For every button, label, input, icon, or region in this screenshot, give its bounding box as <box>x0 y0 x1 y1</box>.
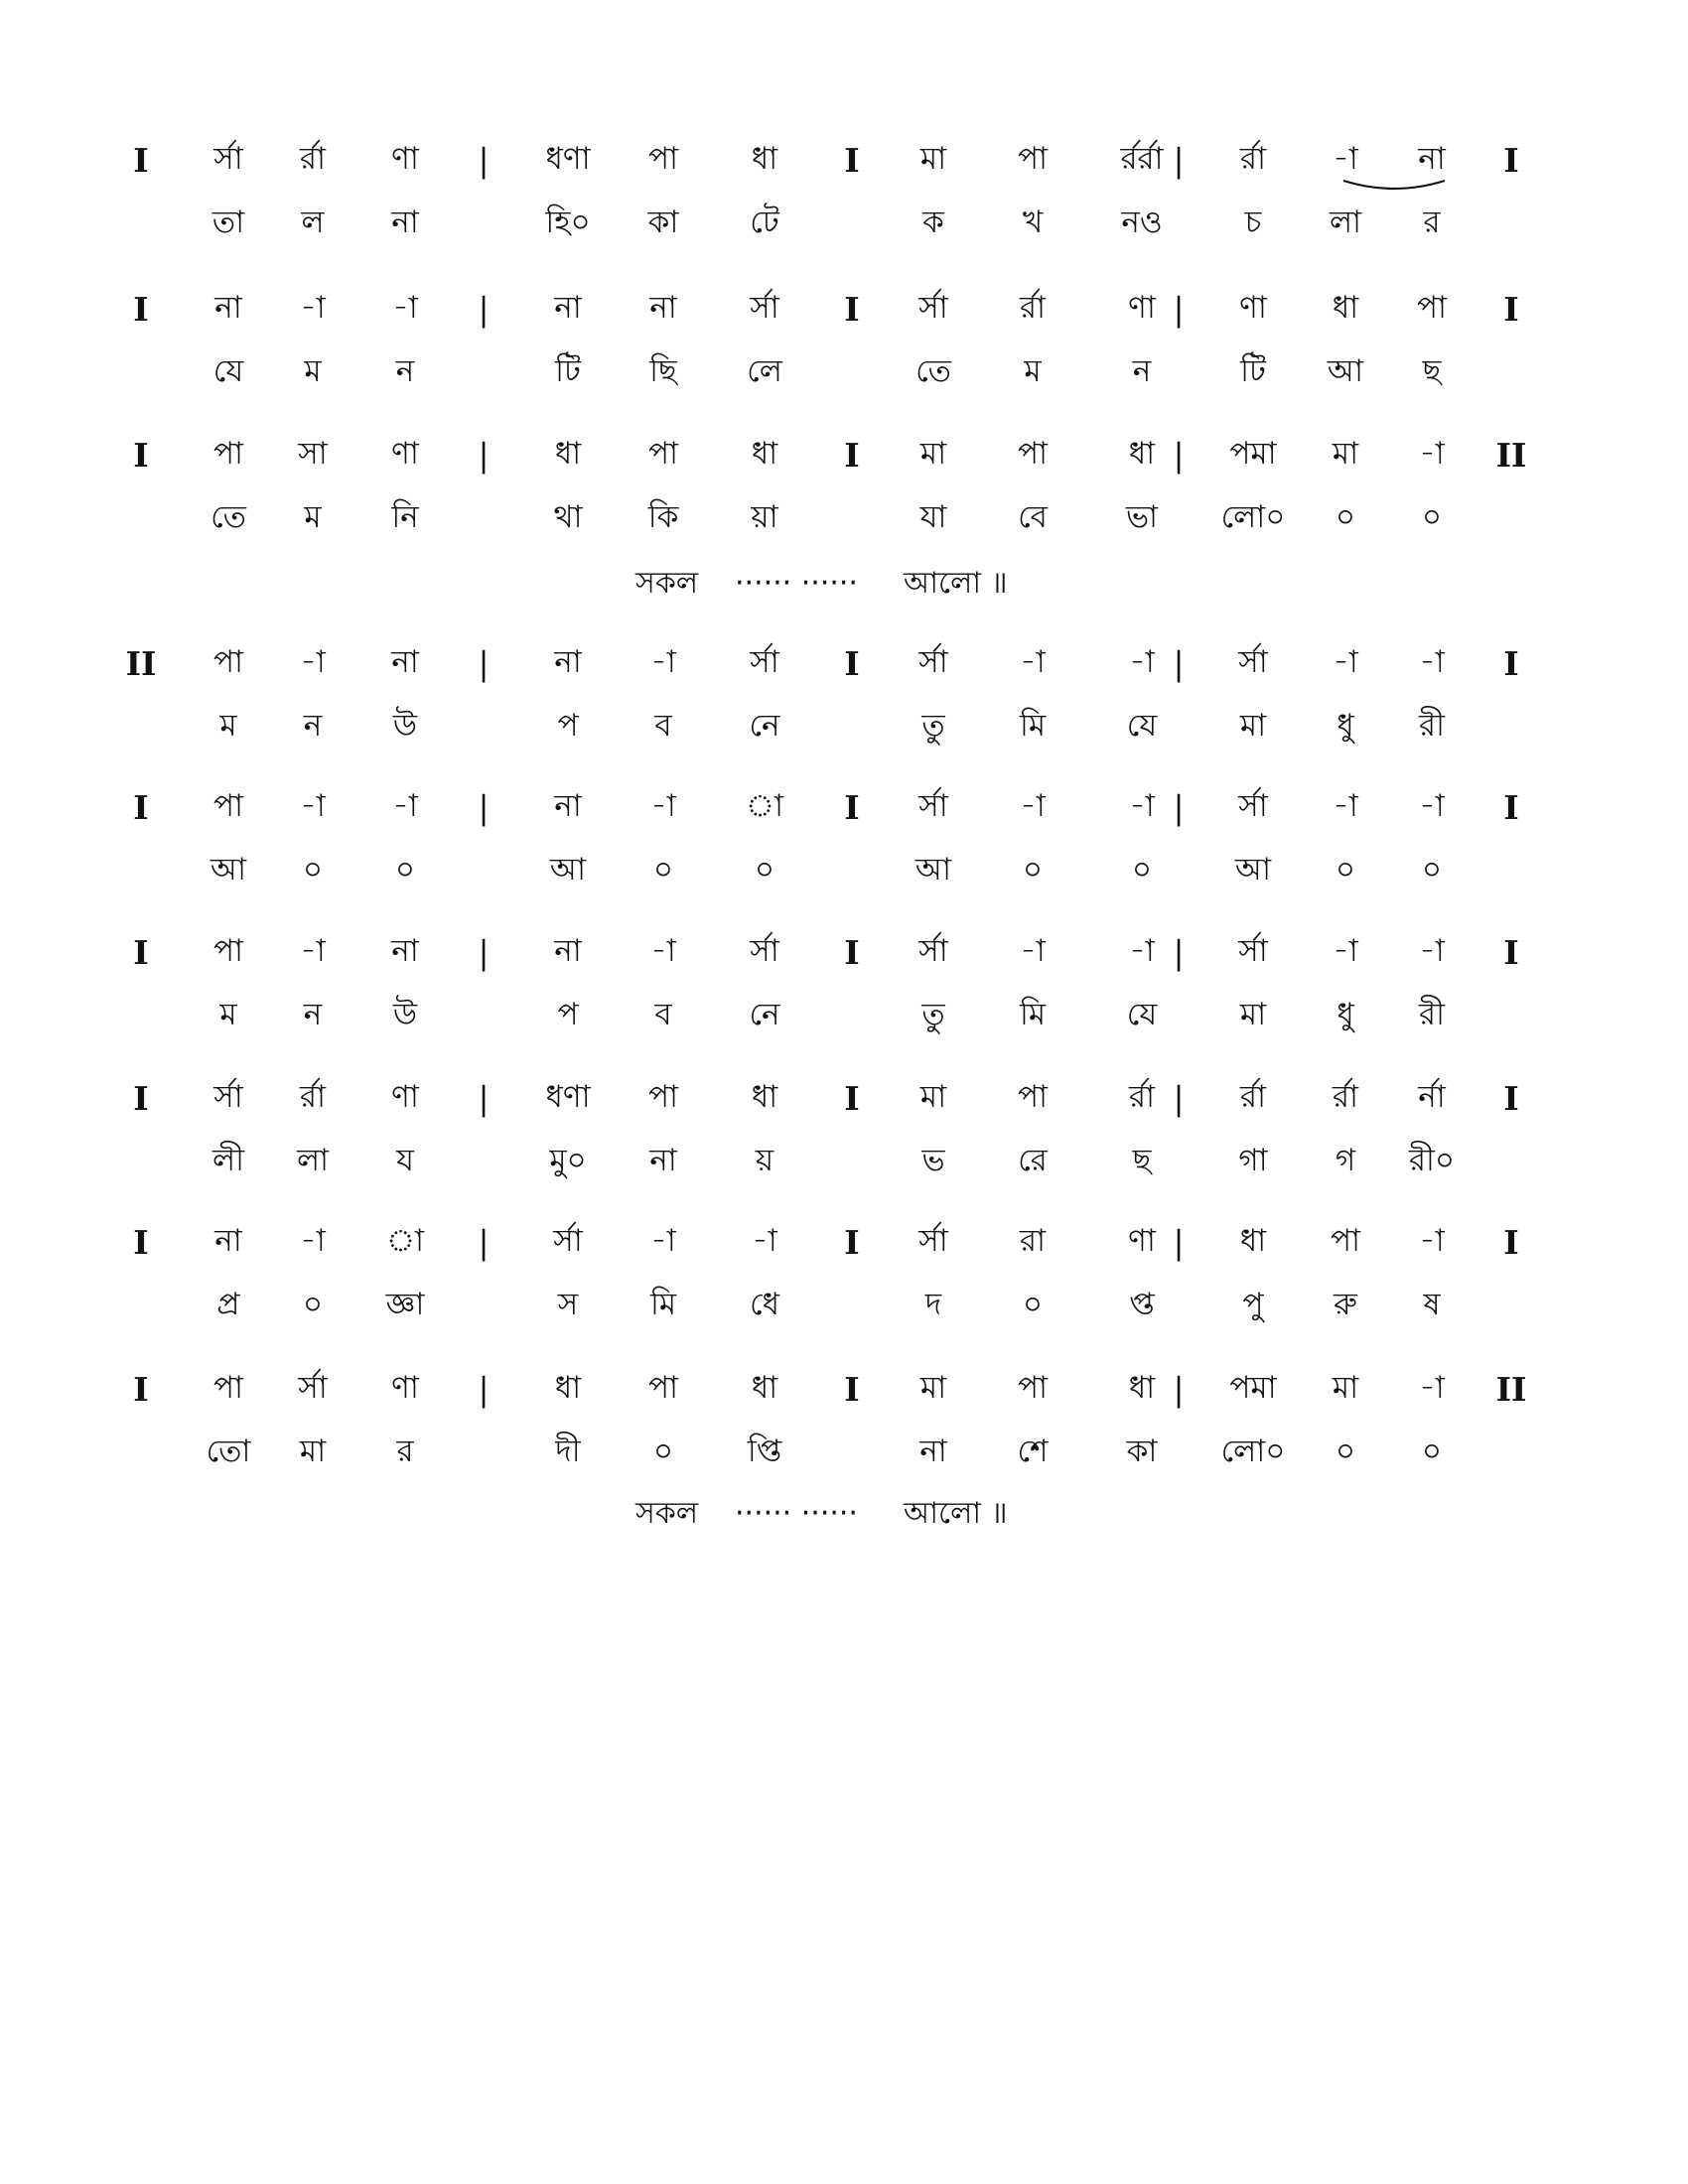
notation-line <box>0 434 1688 573</box>
swara-note: র্রা <box>299 1079 327 1115</box>
bar-line: I <box>1503 290 1519 329</box>
swara-note: পা <box>1416 290 1448 326</box>
bar-line: I <box>133 1079 149 1118</box>
swara-note: না <box>554 933 582 969</box>
swara-note: -া <box>650 788 676 824</box>
bar-line: | <box>478 1370 490 1409</box>
swara-note: র্রর্রা <box>1120 141 1164 177</box>
swara-note: র্সা <box>1238 788 1268 824</box>
swara-note: ধা <box>1128 1370 1156 1406</box>
swara-note: -া <box>300 644 326 680</box>
swara-note: -া <box>300 788 326 824</box>
lyric-syllable: ম <box>304 353 322 389</box>
lyric-syllable: মি <box>649 1287 677 1322</box>
lyric-syllable: রী <box>1419 708 1445 744</box>
notation-line <box>0 642 1688 781</box>
bar-line: | <box>478 788 490 827</box>
bar-line: I <box>844 1079 860 1118</box>
bar-line: | <box>1173 1223 1185 1262</box>
swara-note: -া <box>650 644 676 680</box>
lyric-syllable: রে <box>1018 1143 1048 1178</box>
bar-line: | <box>1173 290 1185 329</box>
notation-line <box>0 1077 1688 1216</box>
lyric-syllable: য়া <box>751 499 778 535</box>
lyric-syllable: লে <box>747 353 782 389</box>
lyric-syllable: তে <box>915 353 951 389</box>
lyric-syllable: টি <box>1240 353 1266 389</box>
swara-note: -া <box>1129 788 1155 824</box>
lyric-syllable: ধে <box>750 1287 779 1322</box>
lyric-syllable: ০ <box>1421 499 1443 535</box>
swara-note: পা <box>647 1079 679 1115</box>
swara-note: পা <box>647 436 679 472</box>
lyric-syllable: হি০ <box>545 205 591 240</box>
swara-note: ধা <box>1239 1223 1267 1259</box>
lyric-syllable: র <box>396 1433 414 1469</box>
swara-note: পা <box>647 1370 679 1406</box>
swara-note: মা <box>919 1370 947 1406</box>
notation-line <box>0 139 1688 278</box>
swara-note: -া <box>300 1223 326 1259</box>
swara-note: না <box>554 788 582 824</box>
lyric-syllable: ০ <box>1421 852 1443 887</box>
swara-note: পা <box>1017 141 1049 177</box>
swara-note: ধা <box>751 141 778 177</box>
lyric-syllable: টি <box>555 353 581 389</box>
lyric-syllable: ০ <box>1131 852 1153 887</box>
swara-note: -া <box>1333 788 1358 824</box>
lyric-syllable: ০ <box>1022 852 1044 887</box>
lyric-syllable: লা <box>296 1143 330 1178</box>
bar-line: I <box>133 933 149 972</box>
swara-note: ধা <box>751 436 778 472</box>
lyric-syllable: নে <box>749 708 780 744</box>
lyric-syllable: আ <box>549 852 587 887</box>
swara-note: -া <box>1333 141 1358 177</box>
bar-line: I <box>1503 1079 1519 1118</box>
lyric-syllable: নি <box>391 499 419 535</box>
swara-note: ণা <box>391 1079 419 1115</box>
refrain-dots: ······ ······ <box>735 1496 858 1531</box>
lyric-syllable: প <box>557 708 579 744</box>
lyric-syllable: তু <box>921 997 945 1032</box>
lyric-syllable: র <box>1423 205 1441 240</box>
swara-note: ণা <box>1128 1223 1156 1259</box>
lyric-syllable: বে <box>1018 499 1048 535</box>
lyric-syllable: উ <box>392 708 418 744</box>
lyric-syllable: ০ <box>754 852 775 887</box>
bar-line: | <box>478 933 490 972</box>
notation-line <box>0 1221 1688 1360</box>
lyric-syllable: লা <box>1329 205 1362 240</box>
swara-note: র্রা <box>1239 1079 1267 1115</box>
bar-line: I <box>133 788 149 827</box>
swara-note: পা <box>212 1370 244 1406</box>
bar-line: II <box>1495 1370 1527 1409</box>
notation-line <box>0 288 1688 427</box>
refrain-end: আলো ॥ <box>904 1496 1008 1531</box>
lyric-syllable: ০ <box>1421 1433 1443 1469</box>
lyric-syllable: লো০ <box>1220 1433 1286 1469</box>
lyric-syllable: তো <box>206 1433 251 1469</box>
swara-note: পা <box>212 933 244 969</box>
lyric-syllable: ০ <box>1022 1287 1044 1322</box>
swara-note: না <box>554 290 582 326</box>
lyric-syllable: ০ <box>652 1433 674 1469</box>
swara-note: র্সা <box>213 141 243 177</box>
bar-line: I <box>1503 1223 1519 1262</box>
lyric-syllable: চ <box>1244 205 1262 240</box>
lyric-syllable: কা <box>1126 1433 1158 1469</box>
swara-note: না <box>649 290 677 326</box>
bar-line: I <box>844 436 860 475</box>
swara-note: ধা <box>751 1370 778 1406</box>
swara-note: পমা <box>1229 436 1277 472</box>
lyric-syllable: ০ <box>1335 852 1356 887</box>
swara-note: না <box>554 644 582 680</box>
swara-note: না <box>391 644 419 680</box>
lyric-syllable: ম <box>1024 353 1042 389</box>
lyric-syllable: কি <box>647 499 679 535</box>
lyric-syllable: ন <box>303 708 323 744</box>
swara-note: র্সা <box>750 290 779 326</box>
lyric-syllable: ধু <box>1336 708 1354 744</box>
lyric-syllable: থা <box>553 499 583 535</box>
lyric-syllable: খ <box>1022 205 1044 240</box>
swara-note: র্না <box>1418 1079 1446 1115</box>
bar-line: I <box>844 1223 860 1262</box>
swara-note: ণা <box>1239 290 1267 326</box>
lyric-syllable: প্তি <box>747 1433 782 1469</box>
lyric-syllable: ছ <box>1422 353 1442 389</box>
bar-line: | <box>1173 644 1185 683</box>
swara-note: -া <box>1419 436 1445 472</box>
swara-note: ধণা <box>545 1079 591 1115</box>
swara-note: -া <box>392 290 418 326</box>
swara-note: না <box>214 1223 242 1259</box>
lyric-syllable: মা <box>1239 997 1267 1032</box>
lyric-syllable: গ <box>1335 1143 1356 1178</box>
refrain-dots: ······ ······ <box>735 566 858 601</box>
swara-note: রা <box>1019 1223 1047 1259</box>
lyric-syllable: প্র <box>216 1287 240 1322</box>
lyric-syllable: ০ <box>302 1287 324 1322</box>
lyric-syllable: ন <box>303 997 323 1032</box>
lyric-syllable: ব <box>654 997 672 1032</box>
swara-note: -া <box>1333 933 1358 969</box>
lyric-syllable: দ <box>924 1287 942 1322</box>
lyric-syllable: স <box>557 1287 579 1322</box>
bar-line: | <box>478 141 490 180</box>
lyric-syllable: দী <box>555 1433 581 1469</box>
swara-note: -া <box>1419 644 1445 680</box>
bar-line: I <box>844 1370 860 1409</box>
swara-note: -া <box>1020 644 1046 680</box>
swara-note: র্সা <box>1238 933 1268 969</box>
swara-note: -া <box>1020 933 1046 969</box>
bar-line: I <box>133 290 149 329</box>
lyric-syllable: আ <box>914 852 952 887</box>
lyric-syllable: ম <box>219 708 237 744</box>
bar-line: | <box>478 1223 490 1262</box>
swara-note: র্সা <box>918 644 948 680</box>
lyric-syllable: নে <box>749 997 780 1032</box>
lyric-syllable: ষ <box>1423 1287 1441 1322</box>
bar-line: I <box>844 290 860 329</box>
swara-note: পা <box>212 644 244 680</box>
swara-note: -া <box>392 788 418 824</box>
refrain-start: সকল <box>635 1496 699 1531</box>
lyric-syllable: রী০ <box>1408 1143 1456 1178</box>
lyric-syllable: য <box>396 1143 414 1178</box>
notation-line <box>0 1368 1688 1507</box>
lyric-syllable: ছি <box>649 353 677 389</box>
swara-note: া <box>745 788 784 824</box>
lyric-syllable: ০ <box>1335 1433 1356 1469</box>
lyric-syllable: ছ <box>1132 1143 1152 1178</box>
refrain-end: আলো ॥ <box>904 566 1008 601</box>
lyric-syllable: ০ <box>394 852 416 887</box>
lyric-syllable: তু <box>921 708 945 744</box>
swara-note: -া <box>1129 933 1155 969</box>
bar-line: | <box>1173 141 1185 180</box>
lyric-syllable: আ <box>1327 353 1364 389</box>
bar-line: I <box>1503 141 1519 180</box>
lyric-syllable: ০ <box>652 852 674 887</box>
bar-line: I <box>1503 933 1519 972</box>
swara-note: র্সা <box>213 1079 243 1115</box>
swara-note: ণা <box>391 1370 419 1406</box>
lyric-syllable: ম <box>219 997 237 1032</box>
swara-note: পমা <box>1229 1370 1277 1406</box>
bar-line: | <box>1173 933 1185 972</box>
swara-note: ধা <box>1332 290 1359 326</box>
bar-line: I <box>133 436 149 475</box>
lyric-syllable: ধু <box>1336 997 1354 1032</box>
bar-line: I <box>844 644 860 683</box>
swara-note: পা <box>647 141 679 177</box>
lyric-syllable: ভা <box>1125 499 1159 535</box>
swara-note: া <box>385 1223 425 1259</box>
swara-note: ণা <box>391 436 419 472</box>
lyric-syllable: আ <box>1234 852 1272 887</box>
swara-note: ধা <box>1128 436 1156 472</box>
swara-note: ণা <box>1128 290 1156 326</box>
swara-note: পা <box>1017 436 1049 472</box>
refrain-line <box>0 564 1688 608</box>
bar-line: I <box>133 1223 149 1262</box>
lyric-syllable: গা <box>1238 1143 1268 1178</box>
bar-line: | <box>1173 788 1185 827</box>
swara-note: র্সা <box>1238 644 1268 680</box>
lyric-syllable: পু <box>1242 1287 1264 1322</box>
swara-note: র্রা <box>1128 1079 1156 1115</box>
lyric-syllable: যে <box>212 353 244 389</box>
swara-note: মা <box>919 436 947 472</box>
lyric-syllable: লো০ <box>1220 499 1286 535</box>
lyric-syllable: রী <box>1419 997 1445 1032</box>
lyric-syllable: আ <box>210 852 247 887</box>
lyric-syllable: রু <box>1334 1287 1357 1322</box>
notation-line <box>0 786 1688 925</box>
lyric-syllable: উ <box>392 997 418 1032</box>
lyric-syllable: যে <box>1126 997 1158 1032</box>
bar-line: I <box>844 788 860 827</box>
bar-line: | <box>478 436 490 475</box>
swara-note: পা <box>212 788 244 824</box>
swara-note: -া <box>1129 644 1155 680</box>
swara-note: মা <box>919 141 947 177</box>
lyric-syllable: ম <box>304 499 322 535</box>
notation-line <box>0 931 1688 1070</box>
swara-note: র্সা <box>750 644 779 680</box>
swara-note: -া <box>1333 644 1358 680</box>
swara-note: পা <box>212 436 244 472</box>
refrain-line <box>0 1494 1688 1538</box>
swara-note: র্সা <box>553 1223 583 1259</box>
lyric-syllable: না <box>391 205 419 240</box>
swara-note: -া <box>1419 1370 1445 1406</box>
swara-note: ধা <box>554 436 582 472</box>
lyric-syllable: মা <box>1239 708 1267 744</box>
lyric-syllable: ল <box>301 205 325 240</box>
bar-line: | <box>1173 1079 1185 1118</box>
lyric-syllable: য় <box>755 1143 774 1178</box>
swara-note: র্সা <box>918 933 948 969</box>
bar-line: | <box>478 1079 490 1118</box>
lyric-syllable: মি <box>1019 708 1047 744</box>
bar-line: II <box>125 644 157 683</box>
lyric-syllable: শে <box>1017 1433 1049 1469</box>
bar-line: | <box>1173 1370 1185 1409</box>
swara-note: ধা <box>554 1370 582 1406</box>
swara-note: র্সা <box>918 1223 948 1259</box>
swara-note: না <box>214 290 242 326</box>
swara-note: র্সা <box>918 788 948 824</box>
lyric-syllable: ০ <box>1335 499 1356 535</box>
swara-note: মা <box>1332 436 1359 472</box>
bar-line: I <box>844 933 860 972</box>
bar-line: II <box>1495 436 1527 475</box>
swara-note: -া <box>1419 933 1445 969</box>
swara-note: -া <box>650 1223 676 1259</box>
swara-note: -া <box>752 1223 777 1259</box>
swara-note: র্রা <box>299 141 327 177</box>
lyric-syllable: নও <box>1121 205 1163 240</box>
swara-note: র্রা <box>1239 141 1267 177</box>
bar-line: | <box>1173 436 1185 475</box>
lyric-syllable: ন <box>1132 353 1152 389</box>
bar-line: I <box>133 141 149 180</box>
lyric-syllable: যে <box>1126 708 1158 744</box>
lyric-syllable: না <box>919 1433 947 1469</box>
swara-note: র্রা <box>1332 1079 1359 1115</box>
swara-note: র্রা <box>1019 290 1047 326</box>
lyric-syllable: ন <box>395 353 415 389</box>
swara-note: মা <box>919 1079 947 1115</box>
swara-note: না <box>1418 141 1446 177</box>
swara-note: পা <box>1017 1079 1049 1115</box>
lyric-syllable: ০ <box>302 852 324 887</box>
lyric-syllable: টে <box>750 205 779 240</box>
lyric-syllable: ক <box>922 205 944 240</box>
swara-note: -া <box>1419 1223 1445 1259</box>
lyric-syllable: প্ত <box>1129 1287 1155 1322</box>
swara-note: মা <box>1332 1370 1359 1406</box>
lyric-syllable: ব <box>654 708 672 744</box>
swara-note: সা <box>298 436 328 472</box>
swara-note: -া <box>1020 788 1046 824</box>
lyric-syllable: প <box>557 997 579 1032</box>
bar-line: | <box>478 644 490 683</box>
swara-note: -া <box>1419 788 1445 824</box>
swara-note: -া <box>300 290 326 326</box>
swara-note: ধণা <box>545 141 591 177</box>
swara-note: ণা <box>391 141 419 177</box>
refrain-start: সকল <box>635 566 699 601</box>
slur-mark <box>1340 179 1448 195</box>
swara-note: র্সা <box>750 933 779 969</box>
bar-line: I <box>133 1370 149 1409</box>
lyric-syllable: মা <box>299 1433 327 1469</box>
bar-line: I <box>1503 788 1519 827</box>
lyric-syllable: জ্ঞা <box>385 1287 425 1322</box>
swara-note: র্সা <box>918 290 948 326</box>
swara-note: না <box>391 933 419 969</box>
bar-line: | <box>478 290 490 329</box>
lyric-syllable: না <box>649 1143 677 1178</box>
bar-line: I <box>1503 644 1519 683</box>
lyric-syllable: মু০ <box>549 1143 587 1178</box>
lyric-syllable: মি <box>1019 997 1047 1032</box>
bar-line: I <box>844 141 860 180</box>
swara-note: -া <box>300 933 326 969</box>
lyric-syllable: তে <box>211 499 246 535</box>
swara-note: ধা <box>751 1079 778 1115</box>
lyric-syllable: তা <box>211 205 245 240</box>
swara-note: র্সা <box>298 1370 328 1406</box>
lyric-syllable: ভ <box>921 1143 945 1178</box>
swara-note: -া <box>650 933 676 969</box>
lyric-syllable: লী <box>212 1143 244 1178</box>
swara-note: পা <box>1330 1223 1361 1259</box>
lyric-syllable: কা <box>647 205 679 240</box>
lyric-syllable: যা <box>919 499 947 535</box>
swara-note: পা <box>1017 1370 1049 1406</box>
